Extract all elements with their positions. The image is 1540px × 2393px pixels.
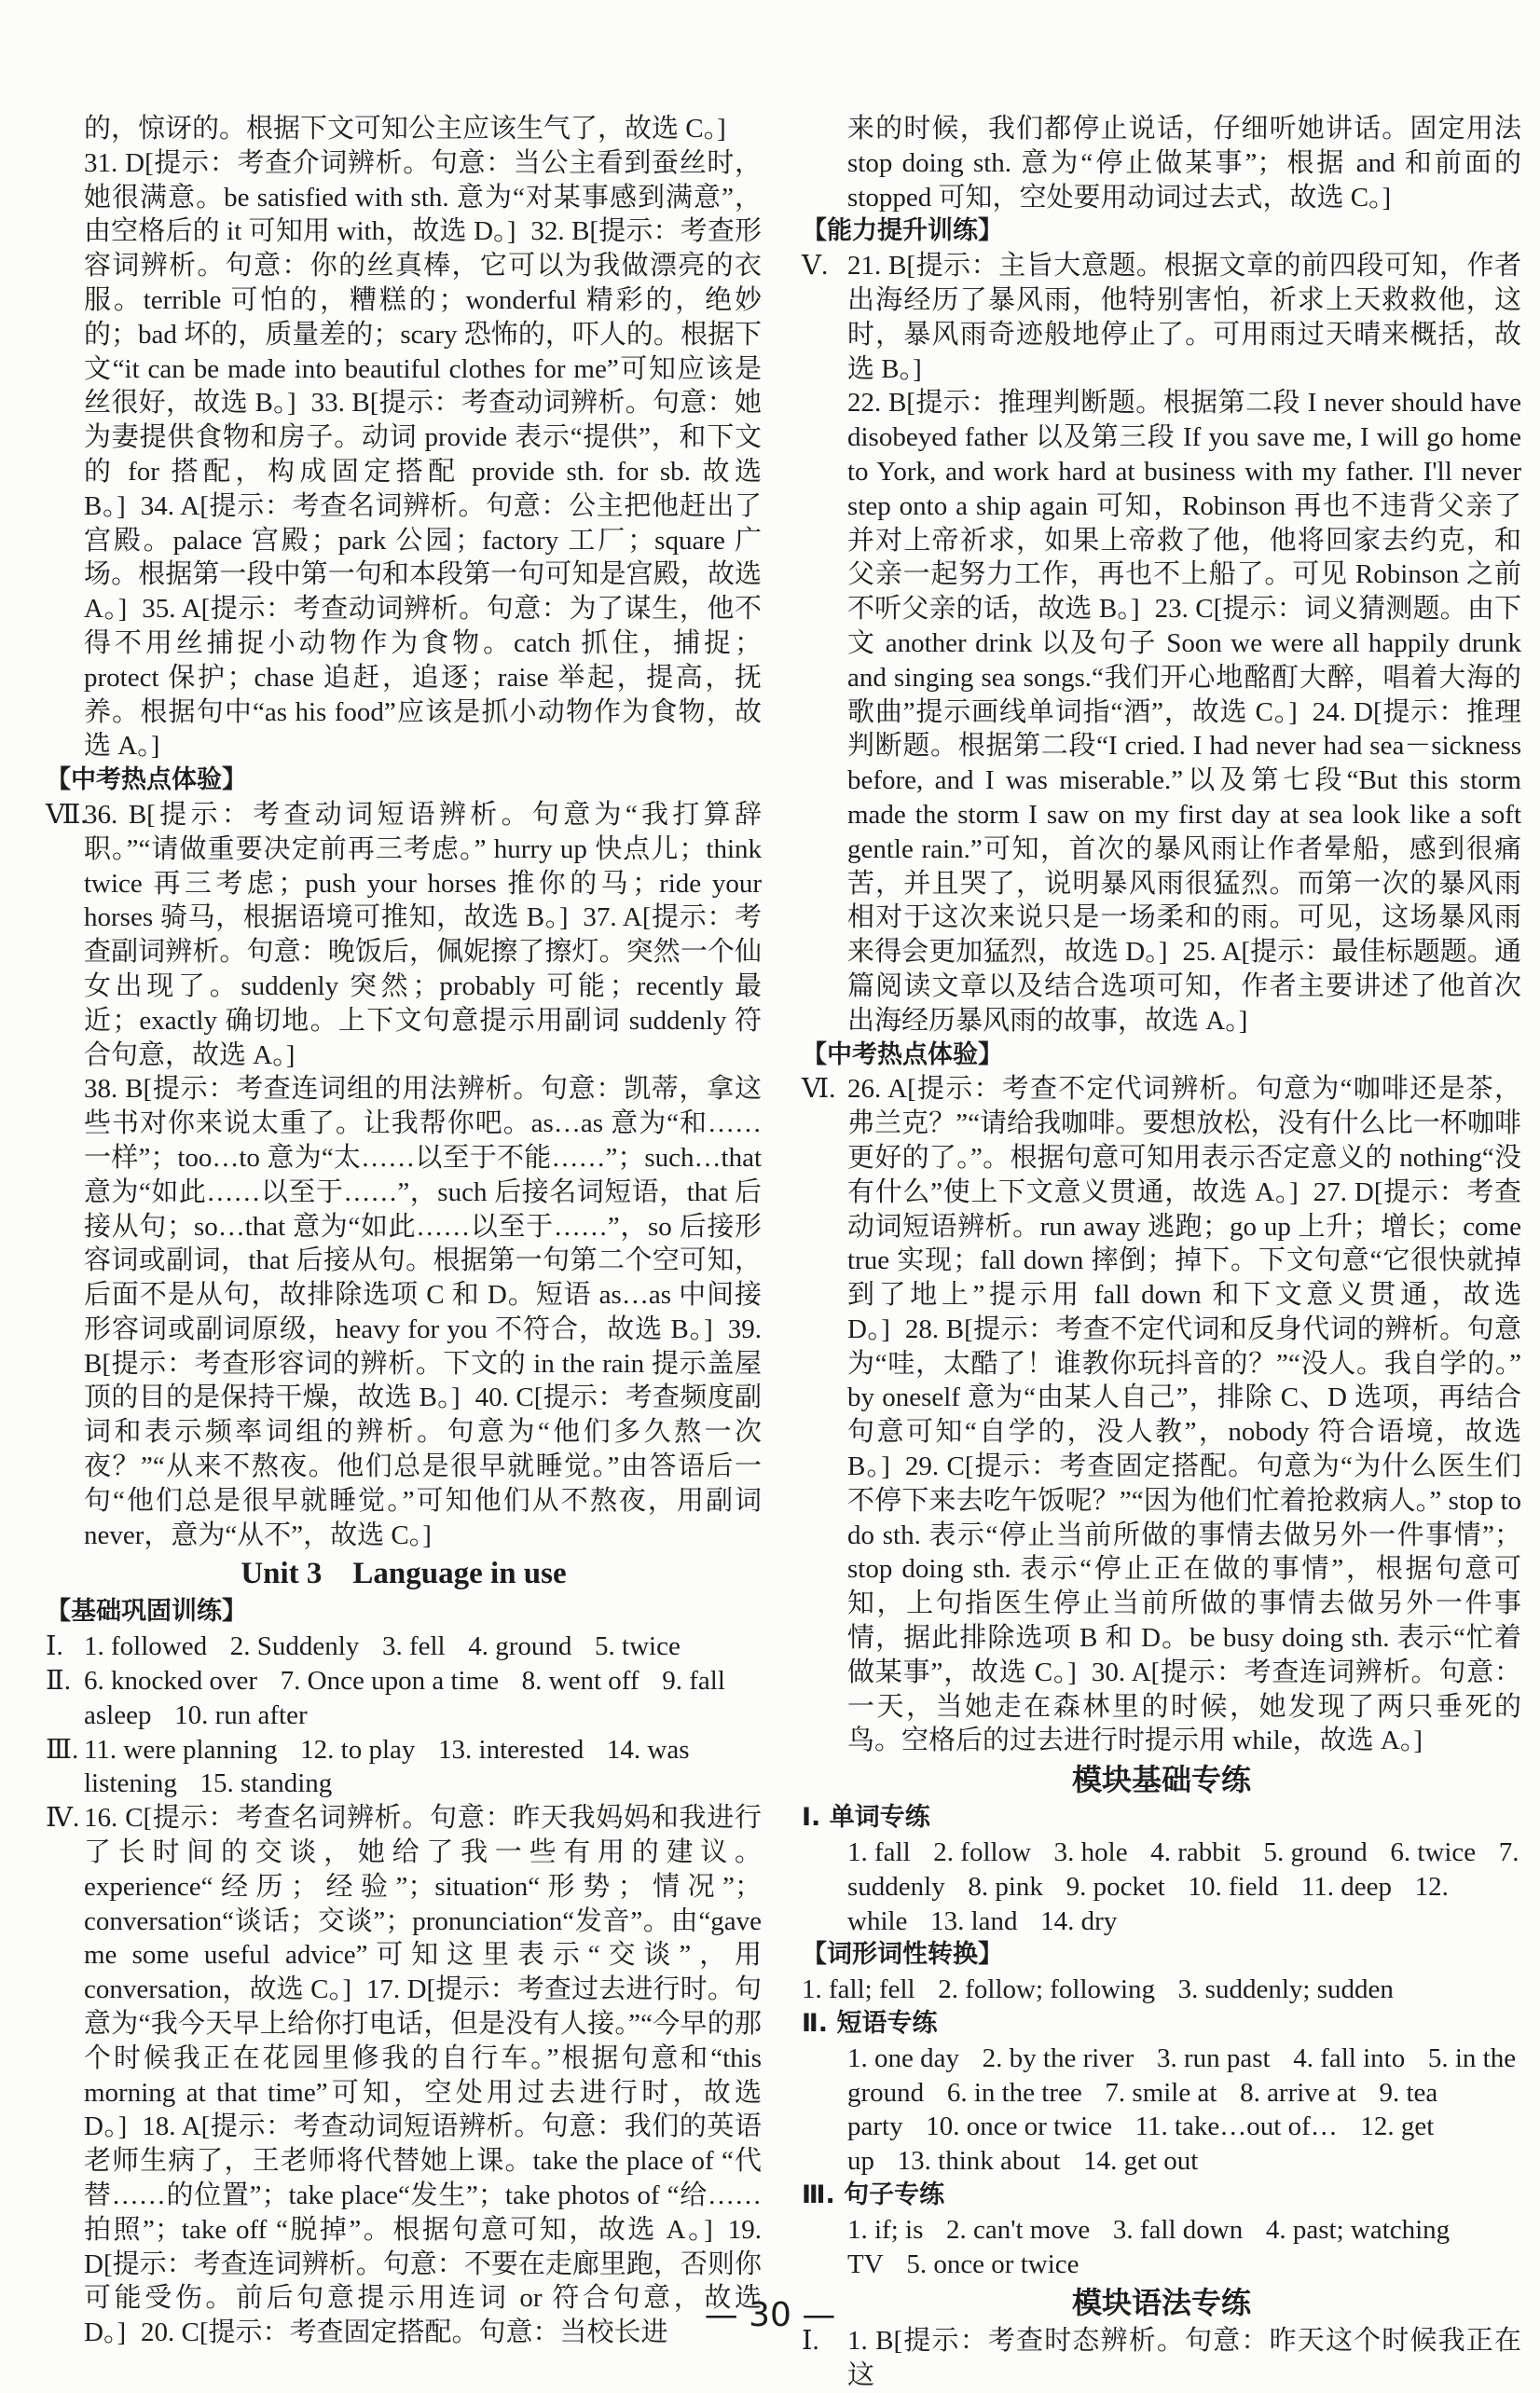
answer-38: 38. B[提示：考查连词组的用法辨析。句意：凯蒂，拿这些书对你来说太重了。让我帮你吧。as…as 意为“和……一样”；too…to 意为“太……以至于不能……”；such…that 意为“如此……以至于……”，such 后接名词短语，that 后接从句；so…that 意为“如此……以至于……”，so 后接形容词或副词，that 后接从句。根据第一句第二个空可知，后面不是从句，故排除选项 C 和 D。短语 as…as 中间接形容词或副词原级，heavy for you 不符合，故选 B。]: [84, 1074, 762, 1344]
answer-paragraph: [46, 1801, 762, 2350]
answer-item: 11. were planning: [84, 1734, 278, 1765]
unit-title: Unit 3 Language in use: [241, 1557, 567, 1591]
answer-16: 16. C[提示：考查名词辨析。句意：昨天我妈妈和我进行了长时间的交谈，她给了我一些有用的建议。experience“经历；经验”；situation“形势；情况”；conversation“谈话；交谈”；pronunciation“发音”。由“gave me some useful advice”可知这里表示“交谈”，用 conversation，故选 C。]: [84, 1803, 762, 2005]
answer-item: 5. in the ground: [847, 2042, 1517, 2108]
answer-28: 28. B[提示：考查不定代词和反身代词的辨析。句意为“哇，太酷了！谁教你玩抖音的？”“没人。我自学的。” by oneself 意为“由某人自己”，排除 C、D 选项，再结合句意可知“自学的，没人教”，nobody 符合语境，故选 B。]: [847, 1313, 1521, 1482]
answer-32: 32. B[提示：考查形容词辨析。句意：你的丝真棒，它可以为我做漂亮的衣服。terrible 可怕的，糟糕的；wonderful 精彩的，绝妙的；bad 坏的，质量差的；scary 恐怖的，吓人的。根据下文“it can be made into beautiful clothes for me”可知应该是丝很好，故选 B。]: [84, 216, 762, 419]
section-label: Ⅶ.: [46, 799, 88, 830]
answer-paragraph: [847, 386, 1521, 1038]
answer-20-continued: 来的时候，我们都停止说话，仔细听她讲话。固定用法 stop doing sth. 意为“停止做某事”；根据 and 和前面的 stopped 可知，空处要用动词过去式，故选 C。]: [847, 114, 1521, 213]
answer-26: 26. A[提示：考查不定代词辨析。句意为“咖啡还是茶，弗兰克？”“请给我咖啡。要想放松，没有什么比一杯咖啡更好的了。”。根据句意可知用表示否定意义的 nothing“没有什么”使上下文意义贯通，故选 A。]: [847, 1074, 1521, 1207]
section-label: Ⅱ.: [46, 1666, 71, 1697]
answer-item: 11. deep: [1300, 1871, 1392, 1902]
answer-paragraph: [84, 112, 762, 146]
answer-30-continued: 的，惊讶的。根据下文可知公主应该生气了，故选 C。]: [84, 114, 726, 144]
answer-item: 3. suddenly; sudden: [1177, 1974, 1394, 2005]
answer-17: 17. D[提示：考查过去进行时。句意为“我今天早上给你打电话，但是没有人接。”“今早的那个时候我正在花园里修我的自行车。”根据句意和“this morning at that time”可知，空处用过去进行时，故选 D。]: [84, 1974, 762, 2142]
answer-34: 34. A[提示：考查名词辨析。句意：公主把他赶出了宫殿。palace 宫殿；park 公园；factory 工厂；square 广场。根据第一段中第一句和本段第一句可知是宫殿，故选 A。]: [84, 490, 762, 625]
section-heading-ability-training: 【能力提升训练】: [802, 216, 1003, 246]
answer-24: 24. D[提示：推理判断题。根据第二段“I cried. I had never had sea－sickness before, and I was miserable.”以及第七段“But this storm made the storm I saw on my first day at sea look like a soft gentle rain.”可知，首次的暴风雨让作者晕船，感到很痛苦，并且哭了，说明暴风雨很猛烈。而第一次的暴风雨相对于这次来说只是一场柔和的雨。可见，这场暴风雨来得会更加猛烈，故选 D。]: [847, 696, 1521, 968]
answer-35: 35. A[提示：考查动词辨析。句意：为了谋生，他不得不用丝捕捉小动物作为食物。catch 抓住，捕捉；protect 保护；chase 追赶，追逐；raise 举起，提高，抚养。根据句中“as his food”应该是抓小动物作为食物，故选 A。]: [84, 594, 762, 762]
answer-30: 30. A[提示：考查连词辨析。句意：一天，当她走在森林里的时候，她发现了两只垂死的鸟。空格后的过去进行时提示用 while，故选 A。]: [847, 1657, 1521, 1756]
answer-paragraph: [847, 112, 1521, 214]
word-form-heading: 【词形词性转换】: [802, 1940, 1003, 1970]
section-label: Ⅴ.: [802, 251, 829, 282]
answer-item: 8. arrive at: [1240, 2077, 1356, 2108]
answer-item: 4. rabbit: [1150, 1837, 1241, 1868]
phrase-practice-heading: Ⅱ. 短语专练: [802, 2009, 938, 2039]
answer-item: 6. twice: [1390, 1837, 1477, 1868]
grammar-answer-1-start: 1. B[提示：考查时态辨析。句意：昨天这个时候我正在这: [847, 2326, 1521, 2391]
answer-29: 29. C[提示：考查固定搭配。句意为“为什么医生们不停下来去吃午饭呢？”“因为他们忙着抢救病人。” stop to do sth. 表示“停止当前所做的事情去做另外一件事情”；stop doing sth. 表示“停止正在做的事情”，根据句意可知，上句指医生停止当前所做的事情去做另外一件事情，据此排除选项 B 和 D。be busy doing sth. 表示“忙着做某事”，故选 C。]: [847, 1451, 1521, 1687]
answer-item: 6. in the tree: [946, 2077, 1082, 2108]
phrase-answers: [847, 2042, 1521, 2179]
answer-33: 33. B[提示：考查动词辨析。句意：她为妻提供食物和房子。动词 provide 表示“提供”，和下文的 for 搭配，构成固定搭配 provide sth. for sb. 故选 B。]: [84, 388, 762, 521]
answer-item: 14. get out: [1083, 2146, 1199, 2177]
answer-item: 4. past; watching TV: [847, 2214, 1451, 2279]
page-number: — 30 —: [704, 2296, 836, 2334]
answer-paragraph: [802, 1072, 1521, 1758]
answer-item: 15. standing: [199, 1768, 333, 1799]
answer-23: 23. C[提示：词义猜测题。由下文 another drink 以及句子 Soon we were all happily drunk and singing sea songs.“我们开心地酩酊大醉，唱着大海的歌曲”提示画线单词指“酒”，故选 C。]: [847, 594, 1521, 727]
answer-item: 9. tea party: [847, 2077, 1438, 2142]
answer-item: 3. run past: [1156, 2042, 1271, 2073]
answer-row: [46, 1733, 762, 1802]
answer-item: 11. take…out of…: [1134, 2111, 1338, 2142]
answer-19: 19. D[提示：考查连词辨析。句意：不要在走廊里跑，否则你可能受伤。前后句意提示用连词 or 符合句意，故选 D。]: [84, 2214, 762, 2348]
answer-paragraph: [46, 798, 762, 1072]
answer-item: 3. fell: [381, 1631, 446, 1662]
answer-item: 5. ground: [1263, 1837, 1368, 1868]
answer-21: 21. B[提示：主旨大意题。根据文章的前四段可知，作者出海经历了暴风雨，他特别害怕，祈求上天救救他，这时，暴风雨奇迹般地停止了。可用雨过天晴来概括，故选 B。]: [847, 251, 1521, 384]
section-heading-hot-experience: 【中考热点体验】: [802, 1039, 1003, 1069]
answer-item: 13. interested: [438, 1734, 584, 1765]
section-label: Ⅵ.: [802, 1074, 836, 1105]
module-basics-title: 模块基础专练: [1071, 1762, 1251, 1798]
answer-item: 2. follow; following: [938, 1974, 1156, 2005]
answer-item: 1. if; is: [847, 2214, 924, 2245]
answer-item: 1. fall; fell: [802, 1974, 915, 2005]
answer-item: 13. land: [930, 1905, 1018, 1936]
section-label: Ⅰ.: [46, 1631, 63, 1662]
answer-item: 1. followed: [84, 1631, 208, 1662]
answer-item: 8. pink: [968, 1871, 1043, 1902]
answer-18: 18. A[提示：考查动词短语辨析。句意：我们的英语老师生病了，王老师将代替她上课。take the place of “代替……的位置”；take place“发生”；take photos of “给……拍照”；take off “脱掉”。根据句意可知，故选 A。]: [84, 2111, 762, 2245]
answer-item: 9. fall asleep: [84, 1666, 725, 1730]
section-heading-hot-experience: 【中考热点体验】: [46, 765, 247, 795]
answer-25: 25. A[提示：最佳标题题。通篇阅读文章以及结合选项可知，作者主要讲述了他首次出海经历暴风雨的故事，故选 A。]: [847, 937, 1521, 1036]
answer-31: 31. D[提示：考查介词辨析。句意：当公主看到蚕丝时，她很满意。be satisfied with sth. 意为“对某事感到满意”，由空格后的 it 可知用 with，故选 D。]: [84, 147, 762, 247]
answer-item: 7. smile at: [1105, 2077, 1217, 2108]
answer-item: 3. fall down: [1112, 2214, 1244, 2245]
answer-item: 2. Suddenly: [229, 1631, 360, 1662]
answer-paragraph: [84, 1072, 762, 1552]
word-practice-heading: Ⅰ. 单词专练: [802, 1803, 930, 1833]
answer-item: 6. knocked over: [84, 1666, 258, 1697]
answer-item: 10. once or twice: [926, 2111, 1112, 2142]
answer-paragraph: [84, 146, 762, 763]
answer-item: 4. ground: [468, 1631, 572, 1662]
word-form-answers: [802, 1973, 1521, 2007]
answer-20-start: 20. C[提示：考查固定搭配。句意：当校长进: [141, 2317, 668, 2348]
answer-item: 7. Once upon a time: [280, 1666, 500, 1697]
sentence-practice-heading: Ⅲ. 句子专练: [802, 2180, 945, 2210]
answer-36: 36. B[提示：考查动词短语辨析。句意为“我打算辞职。”“请做重要决定前再三考虑。” hurry up 快点儿；think twice 再三考虑；push your horses 推你的马；ride your horses 骑马，根据语境可推知，故选 B。]: [84, 799, 762, 933]
section-heading-basic-training: 【基础巩固训练】: [46, 1597, 247, 1627]
sentence-answers: [847, 2213, 1521, 2282]
answer-item: 3. hole: [1053, 1837, 1128, 1868]
section-label: Ⅰ.: [802, 2326, 819, 2357]
answer-item: 1. one day: [847, 2042, 959, 2073]
answer-item: 9. pocket: [1066, 1871, 1165, 1902]
answer-paragraph: [802, 249, 1521, 386]
answer-item: 2. can't move: [946, 2214, 1091, 2245]
left-column: [46, 112, 762, 2348]
answer-27: 27. D[提示：考查动词短语辨析。run away 逃跑；go up 上升；增长；come true 实现；fall down 摔倒；掉下。下文句意“它很快就掉到了地上”提示用 fall down 和下文意义贯通，故选 D。]: [847, 1176, 1521, 1344]
answer-item: 5. twice: [595, 1631, 681, 1662]
word-answers: [847, 1836, 1521, 1938]
answer-item: 7. suddenly: [847, 1837, 1519, 1902]
answer-22: 22. B[提示：推理判断题。根据第二段 I never should have disobeyed father 以及第三段 If you save me, I will go home to York, and work hard at business with my father. I'll never step onto a ship again 可知，Robinson 再也不违背父亲了并对上帝祈求，如果上帝救了他，他将回家去约克，和父亲一起努力工作，再也不上船了。可见 Robinson 之前不听父亲的话，故选 B。]: [847, 388, 1521, 625]
answer-item: 10. run after: [174, 1699, 308, 1730]
answer-item: 12. get up: [847, 2111, 1435, 2177]
answer-item: 8. went off: [521, 1666, 639, 1697]
section-label: Ⅳ.: [46, 1803, 80, 1834]
answer-item: 4. fall into: [1293, 2042, 1406, 2073]
module-grammar-title: 模块语法专练: [1071, 2285, 1251, 2321]
answer-item: 1. fall: [847, 1837, 911, 1868]
answer-item: 2. by the river: [982, 2042, 1134, 2073]
answer-item: 14. was listening: [84, 1734, 690, 1799]
section-label: Ⅲ.: [46, 1734, 79, 1765]
answer-39: 39. B[提示：考查形容词的辨析。下文的 in the rain 提示盖屋顶的目的是保持干燥，故选 B。]: [84, 1313, 762, 1413]
answer-row: [46, 1630, 762, 1664]
answer-40: 40. C[提示：考查频度副词和表示频率词组的辨析。句意为“他们多久熬一次夜？”“从来不熬夜。他们总是很早就睡觉。”由答语后一句“他们总是很早就睡觉。”可知他们从不熬夜，用副词 never，意为“从不”，故选 C。]: [84, 1382, 762, 1550]
answer-row: [46, 1664, 762, 1733]
answer-item: 2. follow: [933, 1837, 1032, 1868]
right-column: [802, 112, 1521, 2391]
answer-item: 5. once or twice: [906, 2249, 1079, 2279]
answer-item: 14. dry: [1040, 1905, 1118, 1936]
answer-item: 10. field: [1188, 1871, 1279, 1902]
answer-37: 37. A[提示：考查副词辨析。句意：晚饭后，佩妮擦了擦灯。突然一个仙女出现了。suddenly 突然；probably 可能；recently 最近；exactly 确切地。上下文句意提示用副词 suddenly 符合句意，故选 A。]: [84, 902, 762, 1070]
answer-item: 12. while: [847, 1871, 1449, 1936]
answer-item: 12. to play: [300, 1734, 416, 1765]
answer-item: 13. think about: [897, 2146, 1061, 2177]
